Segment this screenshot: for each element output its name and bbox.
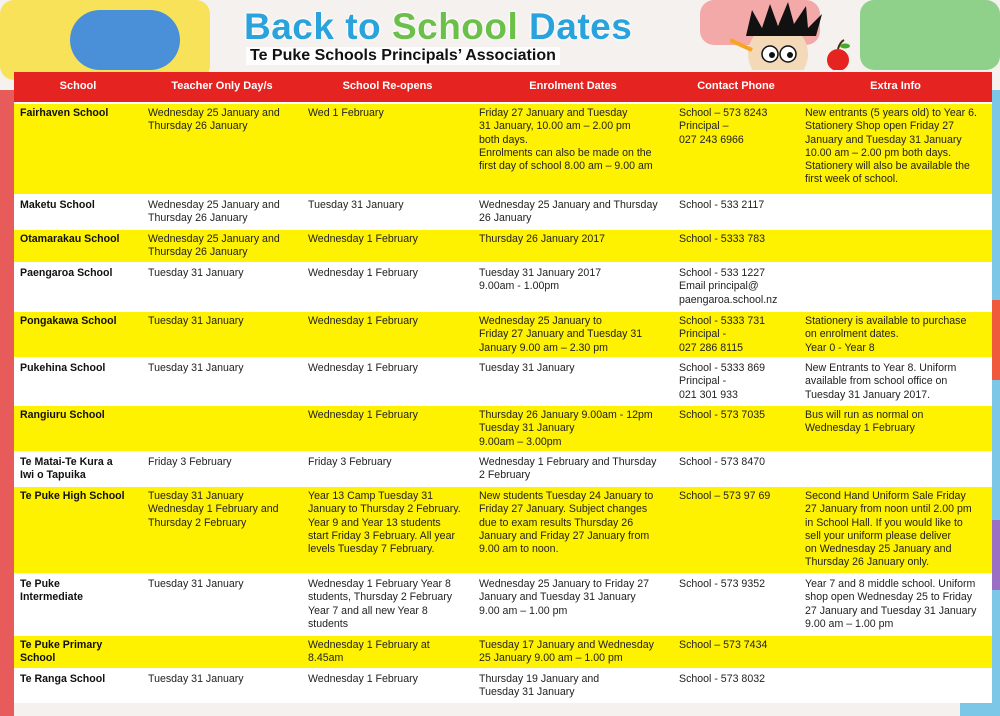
extra-info: Bus will run as normal on Wednesday 1 February: [805, 409, 924, 435]
enrolment-dates: Tuesday 31 January: [479, 362, 575, 374]
school-name: Te Matai-Te Kura a Iwi o Tapuika: [20, 456, 113, 482]
school-name: Maketu School: [20, 199, 95, 211]
teacher-only-days: Tuesday 31 January: [148, 362, 244, 374]
reopens-date: Friday 3 February: [308, 456, 392, 468]
contact-phone: School - 573 9352: [679, 578, 765, 590]
table-row: [14, 263, 992, 311]
school-name: Fairhaven School: [20, 107, 109, 119]
school-name: Rangiuru School: [20, 409, 105, 421]
school-name: Te Puke High School: [20, 490, 125, 502]
table-body: [14, 103, 992, 703]
reopens-date: Wednesday 1 February: [308, 267, 418, 279]
table-row: [14, 229, 992, 263]
enrolment-dates: New students Tuesday 24 January to Friday 27 January. Subject changes due to exam results Thursday 26 January and Friday 27 January from 9.00 am to noon.: [479, 490, 654, 556]
enrolment-dates: Thursday 26 January 2017: [479, 233, 606, 245]
contact-phone: School - 5333 783: [679, 233, 765, 245]
contact-phone: School - 5333 869 Principal - 021 301 933: [679, 362, 765, 401]
enrolment-dates: Tuesday 31 January 2017 9.00am - 1.00pm: [479, 267, 602, 293]
teacher-only-days: Tuesday 31 January Wednesday 1 February and Thursday 2 February: [148, 490, 279, 529]
extra-info: Year 7 and 8 middle school. Uniform shop open Wednesday 25 to Friday 27 January and Tuesday 31 January 9.00 am – 1.00 pm: [805, 578, 977, 630]
teacher-only-days: Tuesday 31 January: [148, 315, 244, 327]
table-row: [14, 486, 992, 574]
extra-info: New entrants (5 years old) to Year 6. Stationery Shop open Friday 27 January and Tuesday 31 January 10.00 am – 2.00 pm both days. Stationery will also be available the first week of school.: [805, 107, 977, 186]
mascot-boy-icon: [730, 2, 860, 70]
title-part-3: Dates: [518, 6, 633, 47]
contact-phone: School – 573 7434: [679, 639, 768, 651]
teacher-only-days: Wednesday 25 January and Thursday 26 January: [148, 233, 280, 259]
reopens-date: Wednesday 1 February: [308, 362, 418, 374]
reopens-date: Tuesday 31 January: [308, 199, 404, 211]
table-row: [14, 103, 992, 195]
teacher-only-days: Wednesday 25 January and Thursday 26 January: [148, 199, 280, 225]
reopens-date: Wednesday 1 February: [308, 673, 418, 685]
contact-phone: School – 573 97 69: [679, 490, 771, 502]
enrolment-dates: Friday 27 January and Tuesday 31 January, 10.00 am – 2.00 pm both days. Enrolments can also be made on the first day of school 8.00 am – 9.00 am: [479, 107, 653, 173]
school-name: Paengaroa School: [20, 267, 113, 279]
reopens-date: Wednesday 1 February: [308, 409, 418, 421]
school-name: Pukehina School: [20, 362, 106, 374]
extra-info: Second Hand Uniform Sale Friday 27 January from noon until 2.00 pm in School Hall. If you would like to sell your uniform please deliver on Wednesday 25 January and Thursday 26 January only.: [805, 490, 972, 569]
school-name: Pongakawa School: [20, 315, 117, 327]
enrolment-dates: Thursday 19 January and Tuesday 31 January: [479, 673, 600, 699]
teacher-only-days: Tuesday 31 January: [148, 267, 244, 279]
teacher-only-days: Friday 3 February: [148, 456, 232, 468]
enrolment-dates: Wednesday 1 February and Thursday 2 February: [479, 456, 657, 482]
page-header: [0, 0, 1000, 72]
apple-icon: [827, 40, 850, 70]
contact-phone: School – 573 8243 Principal – 027 243 6966: [679, 107, 768, 146]
table-row: [14, 452, 992, 486]
table-row: [14, 405, 992, 452]
teacher-only-days: Wednesday 25 January and Thursday 26 January: [148, 107, 280, 133]
school-name: Te Ranga School: [20, 673, 106, 685]
reopens-date: Wednesday 1 February Year 8 students, Thursday 2 February Year 7 and all new Year 8 students: [308, 578, 453, 630]
table-header: [14, 72, 992, 103]
contact-phone: School - 573 8032: [679, 673, 765, 685]
table-row: [14, 358, 992, 405]
reopens-date: Year 13 Camp Tuesday 31 January to Thursday 2 February. Year 9 and Year 13 students start Friday 3 February. All year levels Tuesday 7 February.: [308, 490, 461, 556]
title-part-1: Back to: [244, 6, 392, 47]
contact-phone: School - 533 1227 Email principal@ paengaroa.school.nz: [679, 267, 778, 306]
teacher-only-days: Tuesday 31 January: [148, 673, 244, 685]
contact-phone: School - 533 2117: [679, 199, 765, 211]
column-header: School Re-opens: [302, 72, 473, 103]
page-subtitle: Te Puke Schools Principals’ Association: [246, 47, 560, 65]
column-header: Teacher Only Day/s: [142, 72, 302, 103]
contact-phone: School - 573 8470: [679, 456, 765, 468]
reopens-date: Wednesday 1 February: [308, 315, 418, 327]
extra-info: New Entrants to Year 8. Uniform available from school office on Tuesday 31 January 2017.: [805, 362, 957, 401]
contact-phone: School - 573 7035: [679, 409, 765, 421]
enrolment-dates: Wednesday 25 January to Friday 27 January and Tuesday 31 January 9.00 am – 1.00 pm: [479, 578, 649, 617]
enrolment-dates: Wednesday 25 January to Friday 27 January and Tuesday 31 January 9.00 am – 2.30 pm: [479, 315, 643, 354]
title-part-2: School: [391, 6, 519, 47]
reopens-date: Wednesday 1 February at 8.45am: [308, 639, 430, 665]
school-name: Otamarakau School: [20, 233, 120, 245]
column-header: Contact Phone: [673, 72, 799, 103]
table-row: [14, 311, 992, 358]
contact-phone: School - 5333 731 Principal - 027 286 8115: [679, 315, 765, 354]
enrolment-dates: Thursday 26 January 9.00am - 12pm Tuesday 31 January 9.00am – 3.00pm: [479, 409, 653, 448]
extra-info: Stationery is available to purchase on enrolment dates. Year 0 - Year 8: [805, 315, 967, 354]
enrolment-dates: Tuesday 17 January and Wednesday 25 January 9.00 am – 1.00 pm: [479, 639, 654, 665]
table-row: [14, 669, 992, 703]
enrolment-dates: Wednesday 25 January and Thursday 26 January: [479, 199, 658, 225]
column-header: Enrolment Dates: [473, 72, 673, 103]
reopens-date: Wed 1 February: [308, 107, 384, 119]
column-header: Extra Info: [799, 72, 992, 103]
column-header: School: [14, 72, 142, 103]
teacher-only-days: Tuesday 31 January: [148, 578, 244, 590]
school-name: Te Puke Primary School: [20, 639, 103, 665]
school-dates-table: [14, 72, 992, 703]
background-strip-left: [0, 90, 14, 716]
school-name: Te Puke Intermediate: [20, 578, 83, 604]
table-row: [14, 574, 992, 635]
table-row: [14, 195, 992, 229]
reopens-date: Wednesday 1 February: [308, 233, 418, 245]
table-row: [14, 635, 992, 669]
page-title: [244, 6, 632, 48]
